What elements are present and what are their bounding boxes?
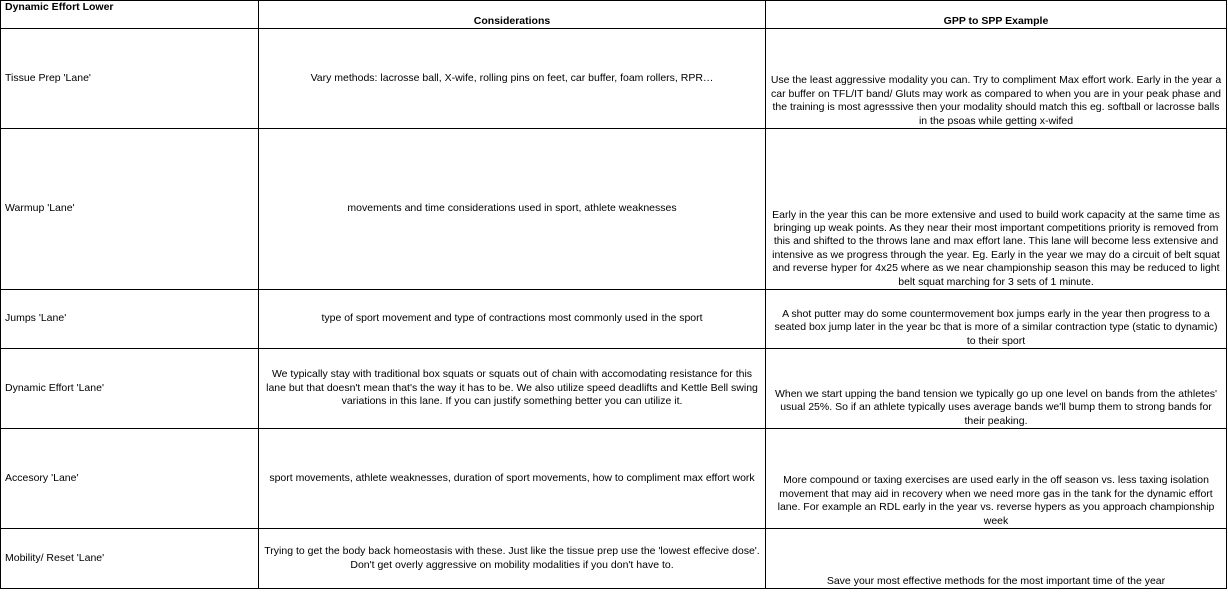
considerations-cell[interactable]: movements and time considerations used in sport, athlete weaknesses: [259, 129, 766, 290]
lane-name-cell[interactable]: Tissue Prep 'Lane': [1, 29, 259, 129]
example-cell[interactable]: A shot putter may do some countermovement box jumps early in the year then progress to a seated box jump later in the year bc that is more of a similar contraction type (static to dynamic) to their sport: [766, 290, 1227, 349]
considerations-cell[interactable]: Vary methods: lacrosse ball, X-wife, rolling pins on feet, car buffer, foam rollers, RPR…: [259, 29, 766, 129]
table-row: [1, 129, 1227, 290]
table-row: [1, 529, 1227, 589]
lane-name-cell[interactable]: Accesory 'Lane': [1, 429, 259, 529]
example-cell[interactable]: Early in the year this can be more extensive and used to build work capacity at the same time as bringing up weak points. As they near their most important competitions priority is removed from this and shifted to the throws lane and max effort lane. This lane will become less extensive and intensive as we progress through the year. Eg. Early in the year we may do a circuit of belt squat and reverse hyper for 4x25 where as we near championship season this may be reduced to light belt squat marching for 3 sets of 1 minute.: [766, 129, 1227, 290]
example-cell[interactable]: Save your most effective methods for the most important time of the year: [766, 529, 1227, 589]
sheet-title[interactable]: Dynamic Effort Lower: [1, 1, 259, 29]
lane-name-cell[interactable]: Jumps 'Lane': [1, 290, 259, 349]
example-cell[interactable]: More compound or taxing exercises are used early in the off season vs. less taxing isolation movement that may aid in recovery when we need more gas in the tank for the dynamic effort lane. For example an RDL early in the year vs. reverse hypers as you approach championship week: [766, 429, 1227, 529]
example-header[interactable]: GPP to SPP Example: [766, 1, 1227, 29]
lane-name-cell[interactable]: Mobility/ Reset 'Lane': [1, 529, 259, 589]
example-cell[interactable]: Use the least aggressive modality you can. Try to compliment Max effort work. Early in the year a car buffer on TFL/IT band/ Gluts may work as compared to when you are in your peak phase and the training is most agresssive then your modality should match this eg. softball or lacrosse balls in the psoas while getting x-wifed: [766, 29, 1227, 129]
lane-name-cell[interactable]: Warmup 'Lane': [1, 129, 259, 290]
lane-name-cell[interactable]: Dynamic Effort 'Lane': [1, 349, 259, 429]
considerations-cell[interactable]: sport movements, athlete weaknesses, duration of sport movements, how to compliment max effort work: [259, 429, 766, 529]
example-cell[interactable]: When we start upping the band tension we typically go up one level on bands from the athletes' usual 25%. So if an athlete typically uses average bands we'll bump them to strong bands for their peaking.: [766, 349, 1227, 429]
considerations-cell[interactable]: Trying to get the body back homeostasis with these. Just like the tissue prep use the 'lowest effecive dose'. Don't get overly aggressive on mobility modalities if you don't have to.: [259, 529, 766, 589]
considerations-cell[interactable]: type of sport movement and type of contractions most commonly used in the sport: [259, 290, 766, 349]
table-row: [1, 290, 1227, 349]
header-row: [1, 1, 1227, 29]
table-row: [1, 349, 1227, 429]
table-row: [1, 429, 1227, 529]
considerations-header[interactable]: Considerations: [259, 1, 766, 29]
table-row: [1, 29, 1227, 129]
considerations-cell[interactable]: We typically stay with traditional box squats or squats out of chain with accomodating resistance for this lane but that doesn't mean that's the way it has to be. We also utilize speed deadlifts and Kettle Bell swing variations in this lane. If you can justify something better you can utilize it.: [259, 349, 766, 429]
